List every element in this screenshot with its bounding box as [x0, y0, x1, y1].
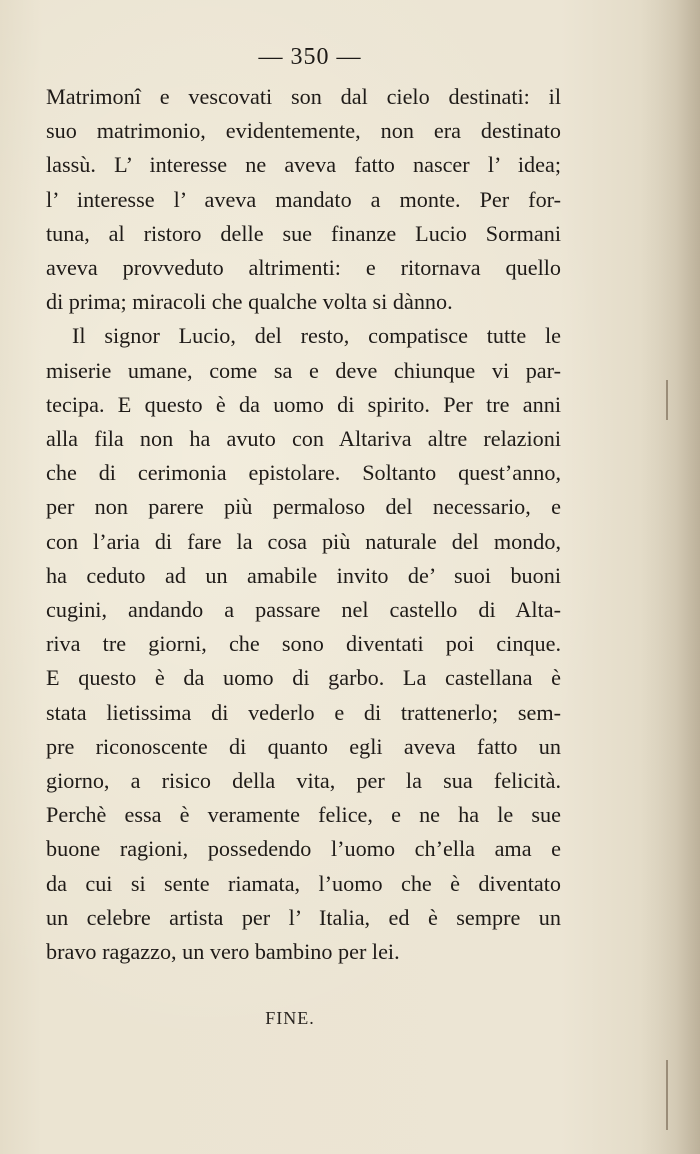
paragraph-2	[46, 319, 561, 969]
text-line: buone ragioni, possedendo l’uomo ch’ella ama e	[46, 836, 561, 862]
text-line: E questo è da uomo di garbo. La castellana è	[46, 665, 561, 691]
text-line: riva tre giorni, che sono diventati poi cinque.	[46, 631, 561, 657]
text-line: giorno, a risico della vita, per la sua felicità.	[46, 768, 561, 794]
text-line: con l’aria di fare la cosa più naturale del mondo,	[46, 528, 561, 554]
text-line: lassù. L’ interesse ne aveva fatto nascer l’ idea;	[46, 152, 561, 178]
page-fold-mark	[666, 380, 668, 420]
text-line: cugini, andando a passare nel castello di Alta-	[46, 597, 561, 623]
text-line: Il signor Lucio, del resto, compatisce tutte le	[72, 323, 561, 349]
text-line: un celebre artista per l’ Italia, ed è sempre un	[46, 904, 561, 930]
page-fold-mark	[666, 1060, 668, 1130]
body-text	[46, 80, 561, 969]
text-line: suo matrimonio, evidentemente, non era destinato	[46, 118, 561, 144]
text-line: ha ceduto ad un amabile invito de’ suoi buoni	[46, 562, 561, 588]
text-line: aveva provveduto altrimenti: e ritornava quello	[46, 255, 561, 281]
paragraph-1	[46, 80, 561, 319]
text-line: tecipa. E questo è da uomo di spirito. Per tre anni	[46, 391, 561, 417]
text-line: Matrimonî e vescovati son dal cielo destinati: il	[46, 84, 561, 109]
text-line: Perchè essa è veramente felice, e ne ha le sue	[46, 802, 561, 828]
text-line: tuna, al ristoro delle sue finanze Lucio Sormani	[46, 220, 561, 246]
text-line: stata lietissima di vederlo e di trattenerlo; sem-	[46, 699, 561, 725]
text-line: di prima; miracoli che qualche volta si dànno.	[46, 289, 453, 315]
text-line: miserie umane, come sa e deve chiunque vi par-	[46, 357, 561, 383]
text-line: alla fila non ha avuto con Altariva altre relazioni	[46, 426, 561, 452]
text-line: pre riconoscente di quanto egli aveva fatto un	[46, 733, 561, 759]
text-line: che di cerimonia epistolare. Soltanto quest’anno,	[46, 460, 561, 486]
end-mark: FINE.	[265, 1008, 315, 1028]
page-number: — 350 —	[258, 44, 362, 70]
text-line: da cui si sente riamata, l’uomo che è diventato	[46, 870, 561, 896]
text-line: per non parere più permaloso del necessario, e	[46, 494, 561, 520]
text-line: bravo ragazzo, un vero bambino per lei.	[46, 939, 400, 965]
page-edge-shadow	[640, 0, 700, 1154]
text-line: l’ interesse l’ aveva mandato a monte. Per for-	[46, 186, 561, 212]
